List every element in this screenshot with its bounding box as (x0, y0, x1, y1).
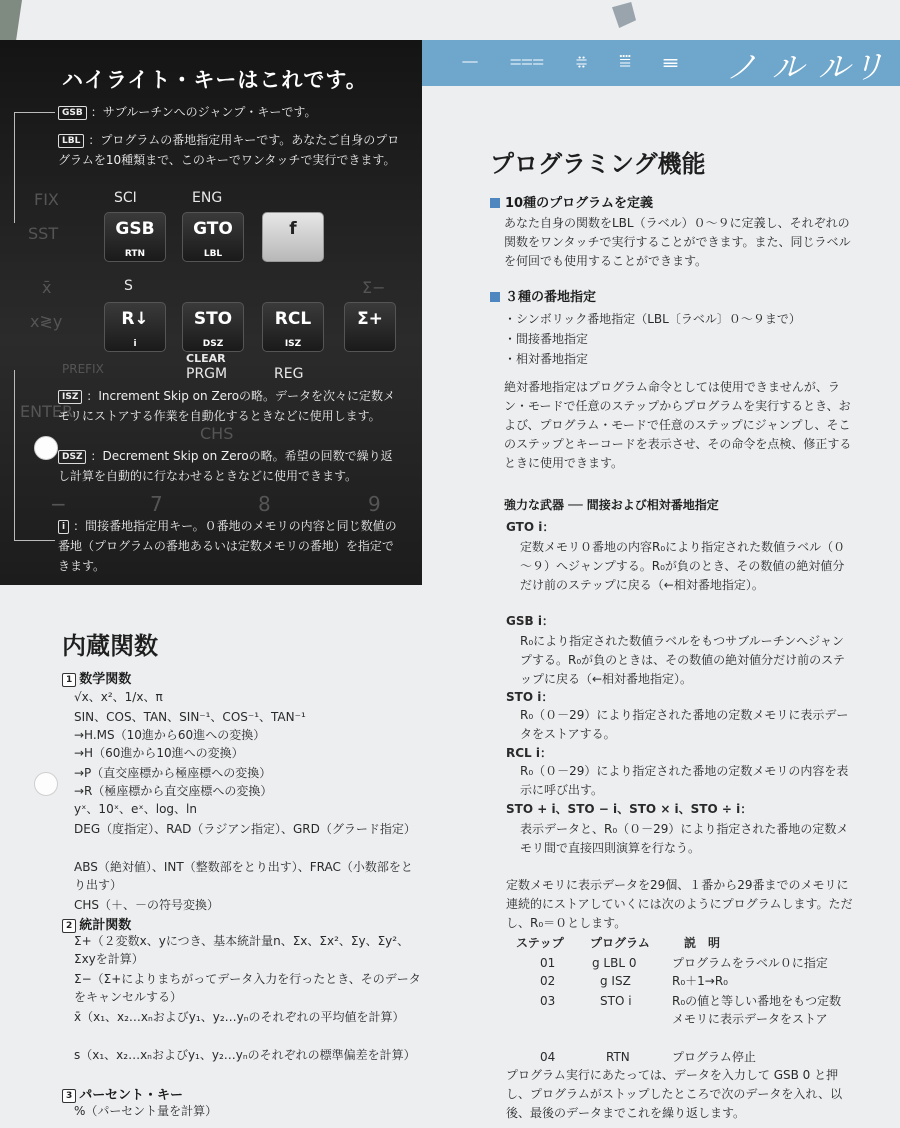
item-keys: STO i： (506, 690, 554, 704)
item-text: R₀（０－29）により指定された番地の定数メモリに表示データをストアする。 (520, 708, 849, 741)
func-line: →H（60進から10進への変換） (74, 746, 244, 760)
table-cell: R₀＋1→R₀ (672, 974, 728, 988)
paragraph: プログラム実行にあたっては、データを入力して GSB 0 と押し、プログラムがストップしたところで次のデータを入れ、以後、最後のデータまでこれを繰り返します。 (506, 1068, 843, 1120)
label-s: S (124, 278, 133, 294)
section-percent: 3 パーセント・キー (62, 1084, 183, 1103)
func-line: ABS（絶対値）、INT（整数部をとり出す）、FRAC（小数部をとり出す） (74, 860, 413, 892)
func-line: CHS（＋、－の符号変換） (74, 898, 220, 912)
programming-title: プログラミング機能 (490, 150, 706, 178)
table-cell: g LBL 0 (592, 956, 637, 970)
bullet: ・相対番地指定 (504, 352, 589, 366)
table-cell: R₀の値と等しい番地をもつ定数メモリに表示データをストア (672, 994, 842, 1026)
note-dsz: DSZ ：Decrement Skip on Zeroの略。希望の回数で繰り返し計算を自動的に行なわせるときなどに使用できます。 (58, 449, 393, 483)
banner-script: ノ ル ルリ (725, 48, 886, 86)
table-header: 説 明 (684, 936, 721, 950)
label-sci: SCI (114, 190, 137, 206)
functions-title: 内蔵関数 (62, 632, 158, 660)
table-header: プログラム (590, 936, 650, 950)
func-line: →H.MS（10進から60進への変換） (74, 728, 266, 742)
table-cell: RTN (606, 1050, 630, 1064)
func-line: →R（極座標から直交座標への変換） (74, 784, 273, 798)
paragraph: 定数メモリに表示データを29個、１番から29番までのメモリに連続的にストアしていくには次のようにプログラムします。ただし、R₀＝０とします。 (506, 878, 853, 930)
func-line: →P（直交座標から極座標への変換） (74, 766, 272, 780)
note-isz: ISZ ：Increment Skip on Zeroの略。データを次々に定数メモリにストアする作業を自動化するときなどに使用します。 (58, 389, 396, 423)
label-xbar: x̄ (42, 278, 52, 297)
label-chs: CHS (200, 424, 234, 443)
rcl-key[interactable]: RCL ISZ (262, 302, 324, 352)
table-cell: g ISZ (600, 974, 631, 988)
label-sst: SST (28, 224, 59, 243)
func-line: Σ−（Σ+によりまちがってデータ入力を行ったとき、そのデータをキャンセルする） (74, 972, 421, 1004)
table-cell: 03 (540, 994, 556, 1008)
item-keys: RCL i： (506, 746, 552, 760)
sub-heading: ３種の番地指定 (490, 286, 596, 305)
bullet: ・シンボリック番地指定（LBL〔ラベル〕０～９まで） (504, 312, 801, 326)
punch-hole (34, 772, 58, 796)
item-text: R₀により指定された数値ラベルをもつサブルーチンへジャンプする。R₀が負のときは、その数値の絶対値分だけ前のステップに戻る（←相対番地指定）。 (520, 634, 845, 686)
table-cell: STO i (600, 994, 632, 1008)
label-xy: x≷y (30, 312, 63, 331)
punch-hole (34, 436, 58, 460)
note-gsb: GSB ：サブルーチンへのジャンプ・キーです。 (58, 102, 408, 122)
label-prefix: PREFIX (62, 362, 104, 376)
func-line: s（x₁、x₂…xₙおよびy₁、y₂…yₙのそれぞれの標準偏差を計算） (74, 1048, 416, 1062)
roll-down-key[interactable]: R↓ i (104, 302, 166, 352)
label-eng: ENG (192, 190, 223, 206)
item-text: 表示データと、R₀（０－29）により指定された番地の定数メモリ間で直接四則演算を行なう。 (520, 822, 849, 855)
label-7: 7 (150, 492, 163, 516)
func-line: %（パーセント量を計算） (74, 1104, 218, 1118)
note-lbl: LBL ：プログラムの番地指定用キーです。あなたご自身のプログラムを10種類まで、このキーでワンタッチで実行できます。 (58, 133, 400, 167)
gto-key[interactable]: GTO LBL (182, 212, 244, 262)
header-banner (422, 40, 900, 86)
banner-decoration: ⏤ ⩶ ⩷ ⩸ ☰ (462, 48, 688, 72)
section-stats: 2 統計関数 (62, 914, 131, 933)
photo-title: ハイライト・キーはこれです。 (62, 68, 368, 92)
gsb-key[interactable]: GSB RTN (104, 212, 166, 262)
label-minus: − (50, 492, 67, 516)
item-keys: GSB i： (506, 614, 554, 628)
label-fix: FIX (34, 190, 59, 209)
item-keys: GTO i： (506, 520, 555, 534)
note-i: i ：間接番地指定用キー。０番地のメモリの内容と同じ数値の番地（プログラムの番地あるいは定数メモリの番地）を指定できます。 (58, 519, 397, 573)
label-reg: REG (274, 366, 304, 382)
square-bullet-icon (490, 292, 500, 302)
item-text: R₀（０－29）により指定された番地の定数メモリの内容を表示に呼び出す。 (520, 764, 849, 797)
label-sigma-minus: Σ− (362, 278, 386, 297)
func-line: DEG（度指定）、RAD（ラジアン指定）、GRD（グラード指定） (74, 822, 416, 836)
sigma-plus-key[interactable]: Σ+ (344, 302, 396, 352)
func-line: Σ+（２変数x、yにつき、基本統計量n、Σx、Σx²、Σy、Σy²、Σxyを計算） (74, 934, 410, 966)
sub-heading: 強力な武器 ── 間接および相対番地指定 (504, 498, 719, 512)
table-cell: 04 (540, 1050, 556, 1064)
func-line: √x、x²、1/x、π (74, 690, 163, 704)
func-line: SIN、COS、TAN、SIN⁻¹、COS⁻¹、TAN⁻¹ (74, 710, 306, 724)
sto-key[interactable]: STO DSZ (182, 302, 244, 352)
table-header: ステップ (516, 936, 564, 950)
table-cell: 02 (540, 974, 556, 988)
label-enter: ENTER (20, 402, 74, 421)
tear-mark (612, 2, 636, 28)
callout-line (14, 112, 55, 223)
section-math: 1 数学関数 (62, 668, 131, 687)
item-keys: STO + i、STO − i、STO × i、STO ÷ i： (506, 802, 753, 816)
table-cell: 01 (540, 956, 556, 970)
func-line: yˣ、10ˣ、eˣ、log、ln (74, 802, 197, 816)
calculator-photo (0, 40, 422, 585)
paragraph: あなた自身の関数をLBL（ラベル）０～９に定義し、それぞれの関数をワンタッチで実行することができます。また、同じラベルを何回でも使用することができます。 (504, 216, 851, 268)
table-cell: プログラムをラベル０に指定 (672, 956, 828, 970)
table-cell: プログラム停止 (672, 1050, 756, 1064)
label-prgm: PRGM (186, 366, 228, 382)
paragraph: 絶対番地指定はプログラム命令としては使用できませんが、ラン・モードで任意のステップからプログラムを実行するとき、および、プログラム・モードで任意のステップにジャンプし、そこのステップとキーコードを表示させ、その命令を点検、修正するときに使用できます。 (504, 380, 852, 470)
label-8: 8 (258, 492, 271, 516)
sub-heading: 10種のプログラムを定義 (490, 192, 653, 211)
f-key[interactable]: f (262, 212, 324, 262)
item-text: 定数メモリ０番地の内容R₀により指定された数値ラベル（０～９）へジャンプする。R₀が負のとき、その数値の絶対値分だけ前のステップに戻る（←相対番地指定）。 (520, 540, 846, 592)
label-clear: CLEAR (186, 352, 226, 365)
bullet: ・間接番地指定 (504, 332, 589, 346)
func-line: x̄（x₁、x₂…xₙおよびy₁、y₂…yₙのそれぞれの平均値を計算） (74, 1010, 405, 1024)
label-9: 9 (368, 492, 381, 516)
square-bullet-icon (490, 198, 500, 208)
